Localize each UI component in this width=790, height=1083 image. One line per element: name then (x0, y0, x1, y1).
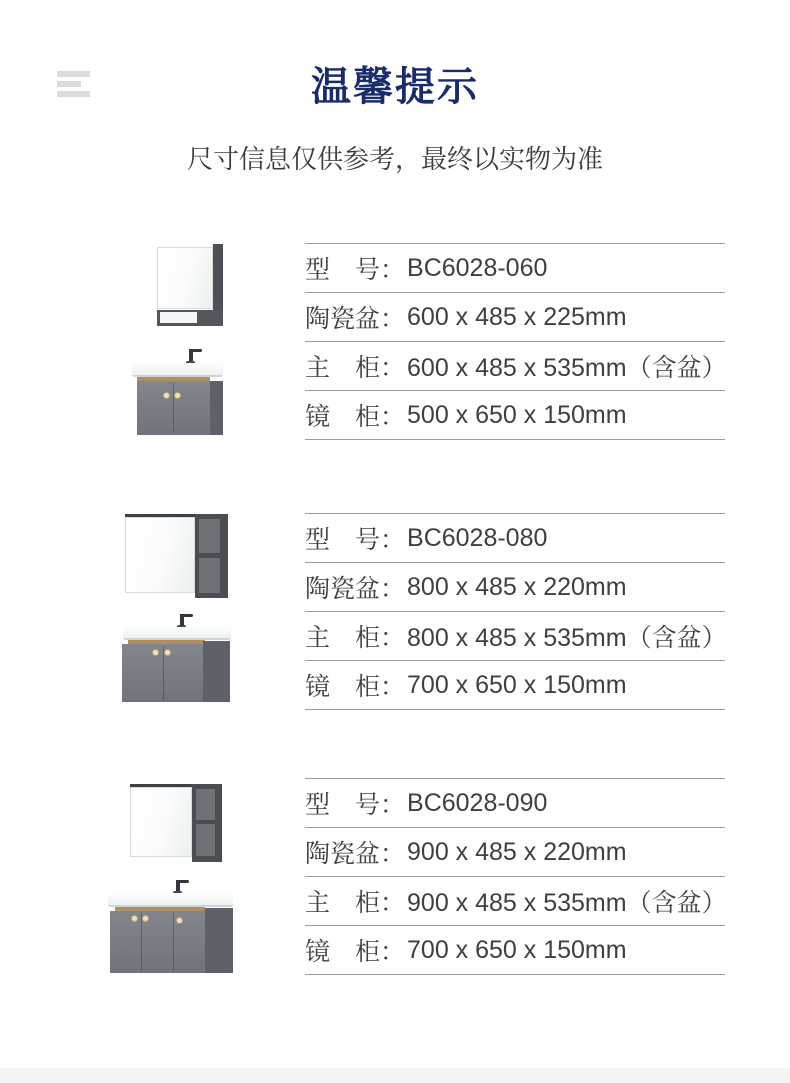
door-knob (174, 392, 181, 399)
page-title: 温馨提示 (311, 65, 479, 109)
spec-label: 型 号： (305, 526, 406, 554)
spec-label: 镜 柜： (305, 673, 406, 701)
mirror-cabinet-icon (125, 517, 195, 593)
spec-value: 800 x 485 x 535mm（含盆） (407, 624, 727, 652)
spec-value: BC6028-060 (407, 253, 548, 282)
spec-label: 镜 柜： (305, 403, 406, 431)
spec-label: 陶瓷盆： (305, 305, 406, 333)
spec-value: 700 x 650 x 150mm (407, 935, 627, 964)
shelf-compartment (196, 824, 215, 856)
spec-row (305, 778, 725, 827)
spec-row (305, 660, 725, 709)
spec-value: 500 x 650 x 150mm (407, 400, 627, 429)
door-knob (142, 915, 149, 922)
spec-row (305, 341, 725, 390)
footer-band (0, 1068, 790, 1083)
spec-value: 900 x 485 x 220mm (407, 837, 627, 866)
spec-label: 主 柜： (305, 889, 406, 917)
vanity-cabinet-side (203, 641, 230, 702)
spec-value: 600 x 485 x 535mm（含盆） (407, 354, 727, 382)
spec-table-2 (305, 513, 725, 710)
door-knob (163, 392, 170, 399)
spec-label: 型 号： (305, 791, 406, 819)
spec-row (305, 876, 725, 925)
shelf-interior (160, 312, 197, 323)
spec-value: BC6028-090 (407, 788, 548, 817)
mirror-cabinet-icon (157, 247, 213, 309)
spec-value: 600 x 485 x 225mm (407, 302, 627, 331)
spec-row (305, 292, 725, 341)
spec-label: 主 柜： (305, 354, 406, 382)
spec-row (305, 390, 725, 439)
page-subtitle: 尺寸信息仅供参考，最终以实物为准 (186, 144, 603, 174)
spec-label: 镜 柜： (305, 938, 406, 966)
vanity-cabinet-side (210, 381, 223, 435)
spec-label: 型 号： (305, 256, 406, 284)
spec-label: 陶瓷盆： (305, 840, 406, 868)
basin-counter-icon (108, 893, 233, 907)
spec-value: 900 x 485 x 535mm（含盆） (407, 889, 727, 917)
shelf-compartment (199, 519, 220, 553)
spec-row (305, 513, 725, 562)
mirror-cabinet-icon (130, 787, 192, 857)
spec-row (305, 611, 725, 660)
shelf-compartment (199, 558, 220, 593)
spec-value: 700 x 650 x 150mm (407, 670, 627, 699)
spec-row (305, 562, 725, 611)
basin-counter-icon (132, 363, 223, 377)
door-seam (173, 383, 174, 433)
basin-counter-icon (123, 627, 231, 640)
shelf-compartment (196, 789, 215, 820)
door-knob (176, 917, 183, 924)
spec-table-3 (305, 778, 725, 975)
vanity-cabinet-side (205, 908, 233, 973)
spec-label: 主 柜： (305, 624, 406, 652)
door-knob (152, 649, 159, 656)
spec-value: 800 x 485 x 220mm (407, 572, 627, 601)
door-seam (141, 913, 142, 971)
spec-row (305, 925, 725, 974)
vanity-cabinet-icon (110, 911, 205, 973)
spec-row (305, 827, 725, 876)
spec-label: 陶瓷盆： (305, 575, 406, 603)
spec-value: BC6028-080 (407, 523, 548, 552)
spec-row (305, 243, 725, 292)
door-knob (131, 915, 138, 922)
door-knob (164, 649, 171, 656)
spec-table-1 (305, 243, 725, 440)
door-seam (173, 913, 174, 971)
